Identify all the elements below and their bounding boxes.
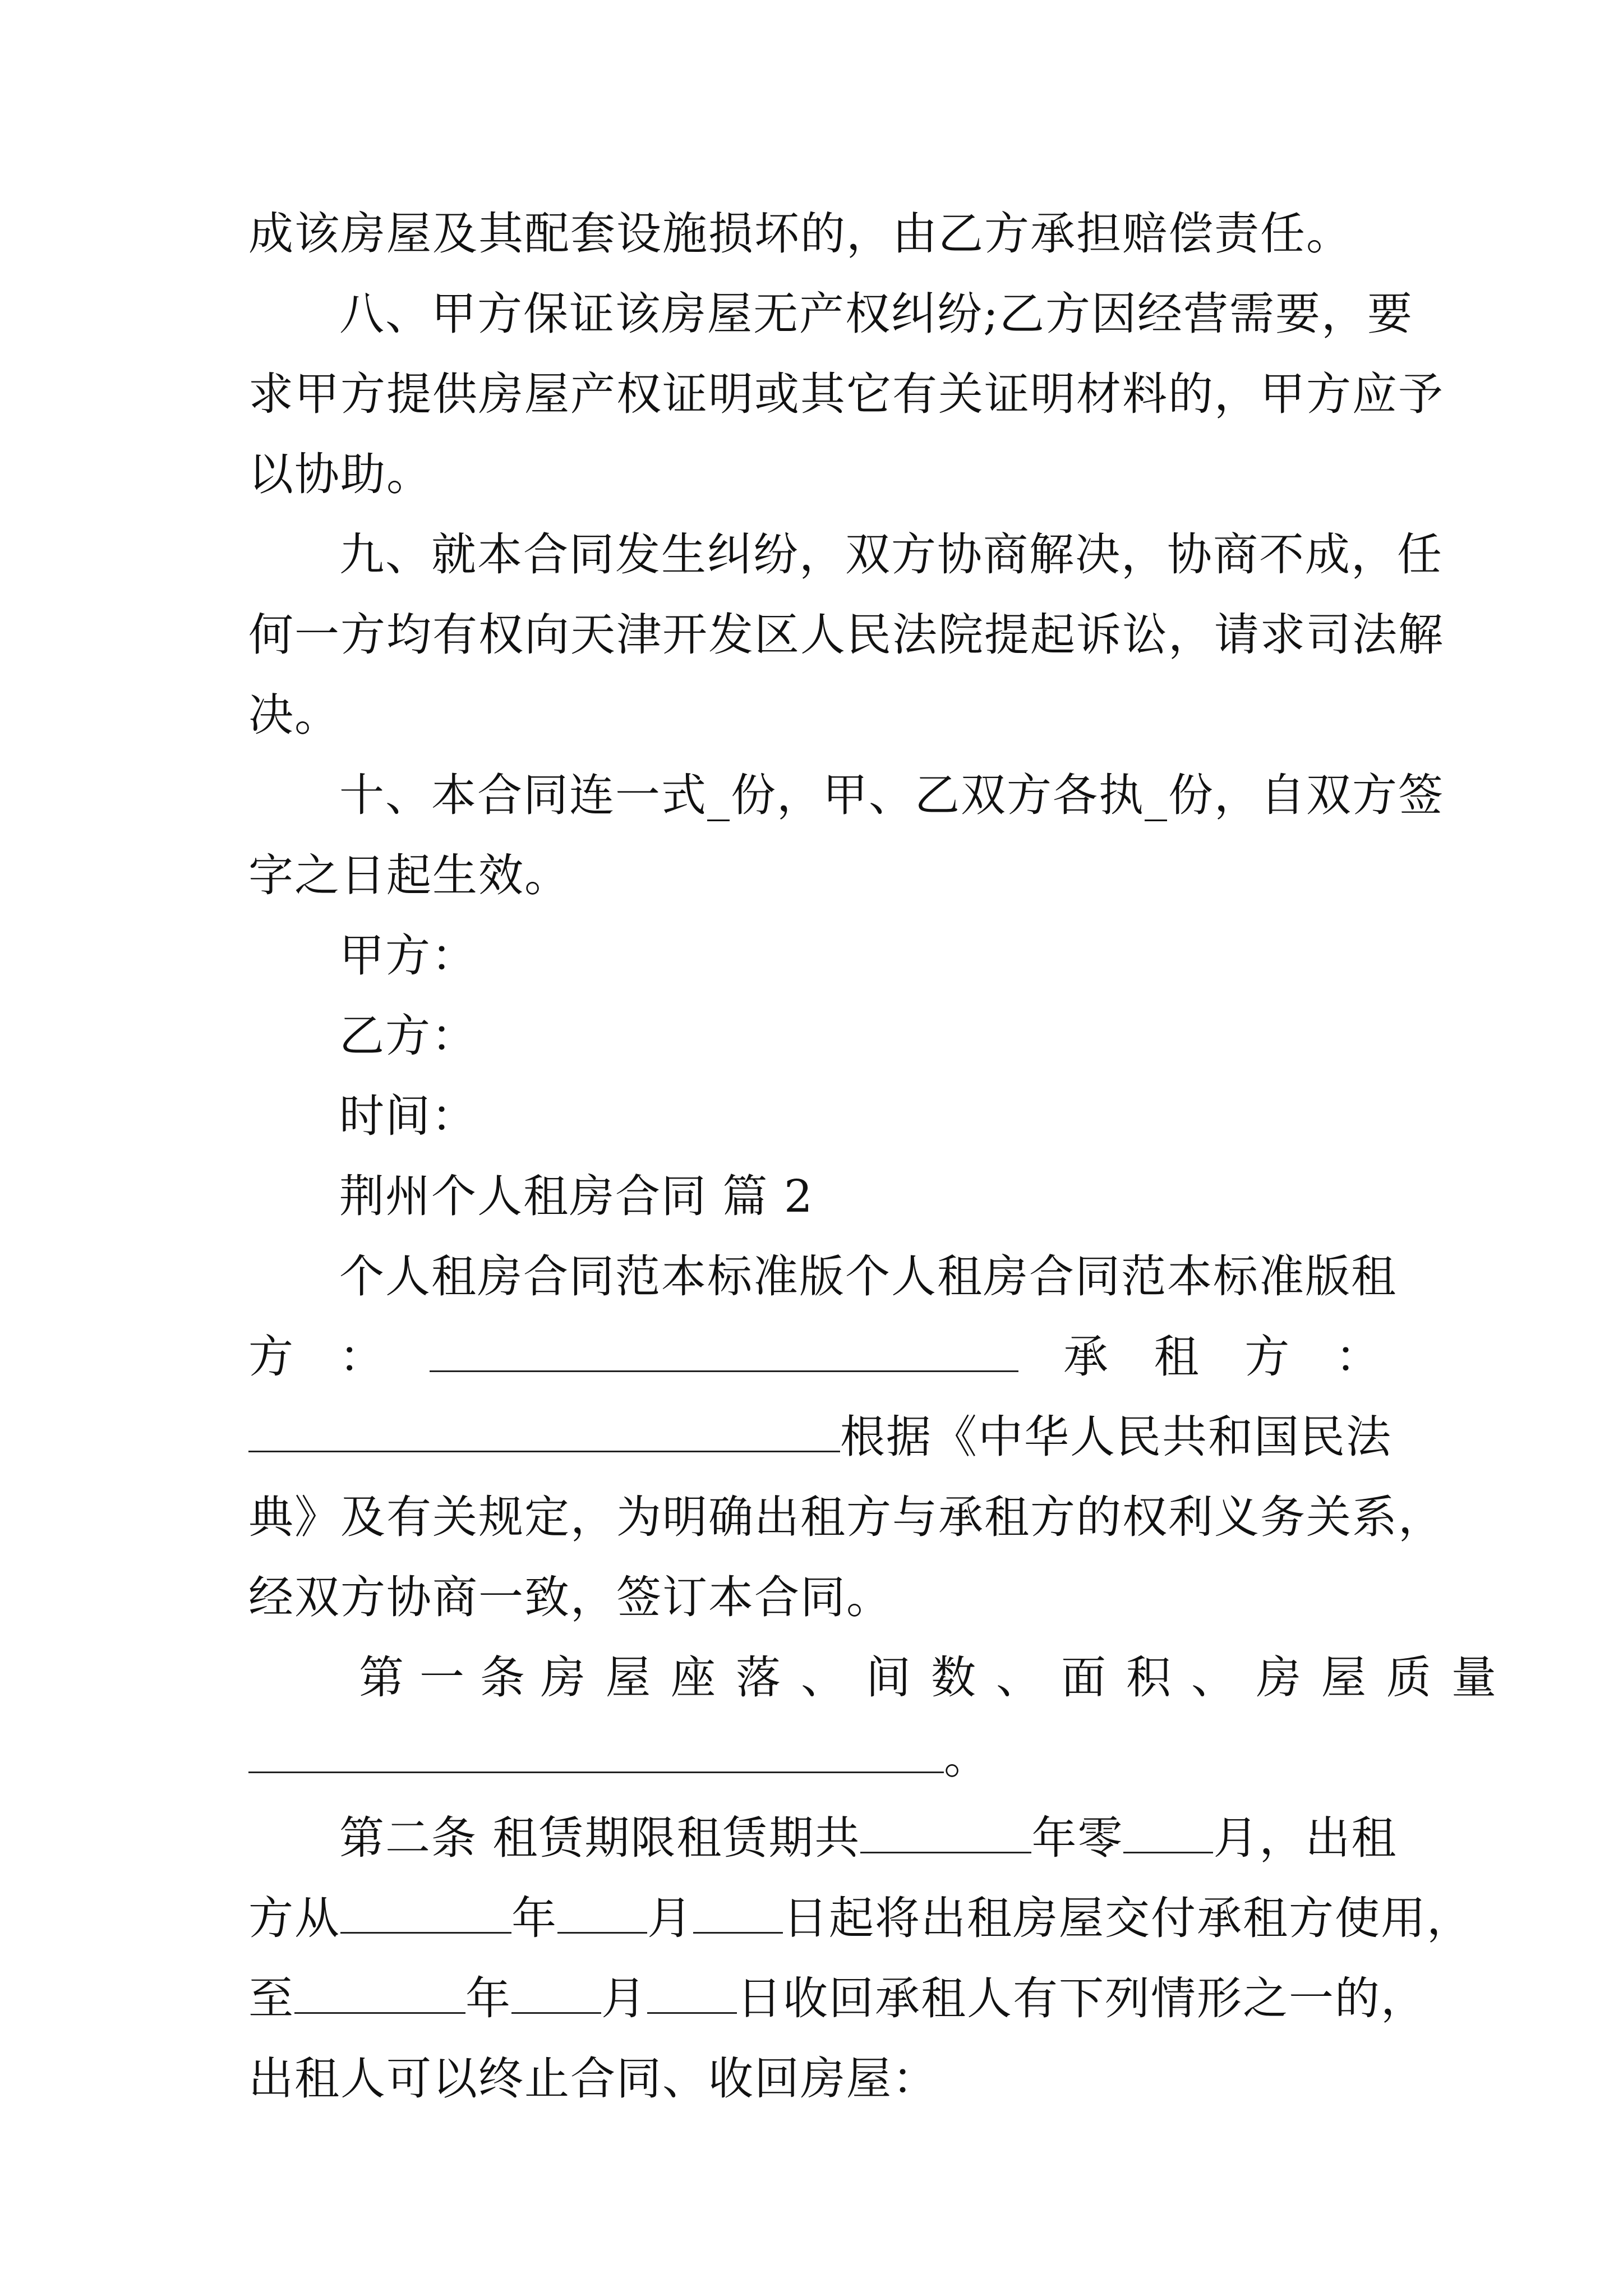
- end-year-blank: [294, 1972, 465, 2014]
- article-2-text-9: 年: [465, 1972, 511, 2024]
- paragraph-9-line-3: 决。: [248, 689, 340, 741]
- article-2-line-1: [339, 1805, 1398, 1872]
- paragraph-8-line-1: 八、甲方保证该房屋无产权纠纷;乙方因经营需要，要: [339, 288, 1413, 340]
- article-1-blank: [248, 1731, 944, 1773]
- lessee-label-char-3: 方: [1244, 1331, 1291, 1383]
- article-2-line-4: 出租人可以终止合同、收回房屋：: [248, 2053, 938, 2105]
- article-2-text-10: 月: [601, 1972, 647, 2024]
- article-2-line-2: [248, 1885, 1473, 1952]
- lease-years-blank: [860, 1811, 1031, 1853]
- article-1-line-1: [359, 1644, 1516, 1711]
- lease-months-blank: [1123, 1811, 1213, 1853]
- intro-line-3: [248, 1404, 1392, 1471]
- article-2-text-8: 至: [248, 1972, 294, 2024]
- paragraph-9-line-2: 何一方均有权向天津开发区人民法院提起诉讼，请求司法解: [248, 609, 1444, 661]
- lessee-label-char-1: 承: [1063, 1331, 1109, 1383]
- start-year-blank: [340, 1892, 511, 1934]
- intro-line-5: 经双方协商一致，签订本合同。: [248, 1571, 892, 1623]
- paragraph-9-line-1: 九、就本合同发生纠纷，双方协商解决，协商不成，任: [339, 528, 1443, 581]
- paragraph-7-end: 成该房屋及其配套设施损坏的，由乙方承担赔偿责任。: [248, 208, 1352, 260]
- end-month-blank: [511, 1972, 601, 2014]
- lessor-label: 方: [248, 1331, 294, 1383]
- article-1-line-2: [248, 1724, 1381, 1792]
- signature-date: 时间：: [339, 1090, 477, 1142]
- end-day-blank: [647, 1972, 737, 2014]
- lessee-blank: [248, 1410, 840, 1452]
- paragraph-10-line-2: 字之日起生效。: [248, 849, 570, 901]
- signature-party-b: 乙方：: [339, 1010, 477, 1062]
- paragraph-8-line-2: 求甲方提供房屋产权证明或其它有关证明材料的，甲方应予: [248, 368, 1444, 420]
- article-2-text-5: 年: [511, 1892, 557, 1944]
- section-title: 荆州个人租房合同 篇 2: [339, 1170, 814, 1222]
- intro-line-3-text: 根据《中华人民共和国民法: [840, 1411, 1392, 1463]
- lessor-colon: ：: [339, 1331, 385, 1383]
- start-month-blank: [557, 1892, 647, 1934]
- article-2-line-3: [248, 1965, 1427, 2032]
- paragraph-10-line-1: 十、本合同连一式_份，甲、乙双方各执_份，自双方签: [339, 769, 1444, 821]
- lessor-blank: [430, 1330, 1018, 1372]
- article-2-text-6: 月: [647, 1892, 693, 1944]
- article-2-text-3: 月，出租: [1213, 1812, 1398, 1864]
- start-day-blank: [693, 1892, 783, 1934]
- article-2-text-4: 方从: [248, 1892, 340, 1944]
- article-2-text-7: 日起将出租房屋交付承租方使用，: [783, 1892, 1473, 1944]
- paragraph-8-line-3: 以协助。: [248, 448, 432, 500]
- lessee-label-char-2: 租: [1154, 1331, 1200, 1383]
- article-2-text-1: 第二条 租赁期限租赁期共: [339, 1812, 861, 1864]
- article-1-end: 。: [944, 1732, 990, 1784]
- intro-line-1: 个人租房合同范本标准版个人租房合同范本标准版租: [339, 1250, 1397, 1303]
- lessee-colon: ：: [1335, 1331, 1381, 1383]
- intro-line-2: [248, 1323, 1381, 1391]
- signature-party-a: 甲方：: [339, 930, 477, 982]
- article-1-text: 房屋座落、间数、面积、房屋质量: [541, 1651, 1516, 1704]
- intro-line-4: 典》及有关规定，为明确出租方与承租方的权利义务关系，: [248, 1491, 1444, 1543]
- article-1-label: 第一条: [359, 1651, 541, 1704]
- article-2-text-2: 年零: [1031, 1812, 1124, 1864]
- article-2-text-11: 日收回承租人有下列情形之一的，: [737, 1972, 1427, 2024]
